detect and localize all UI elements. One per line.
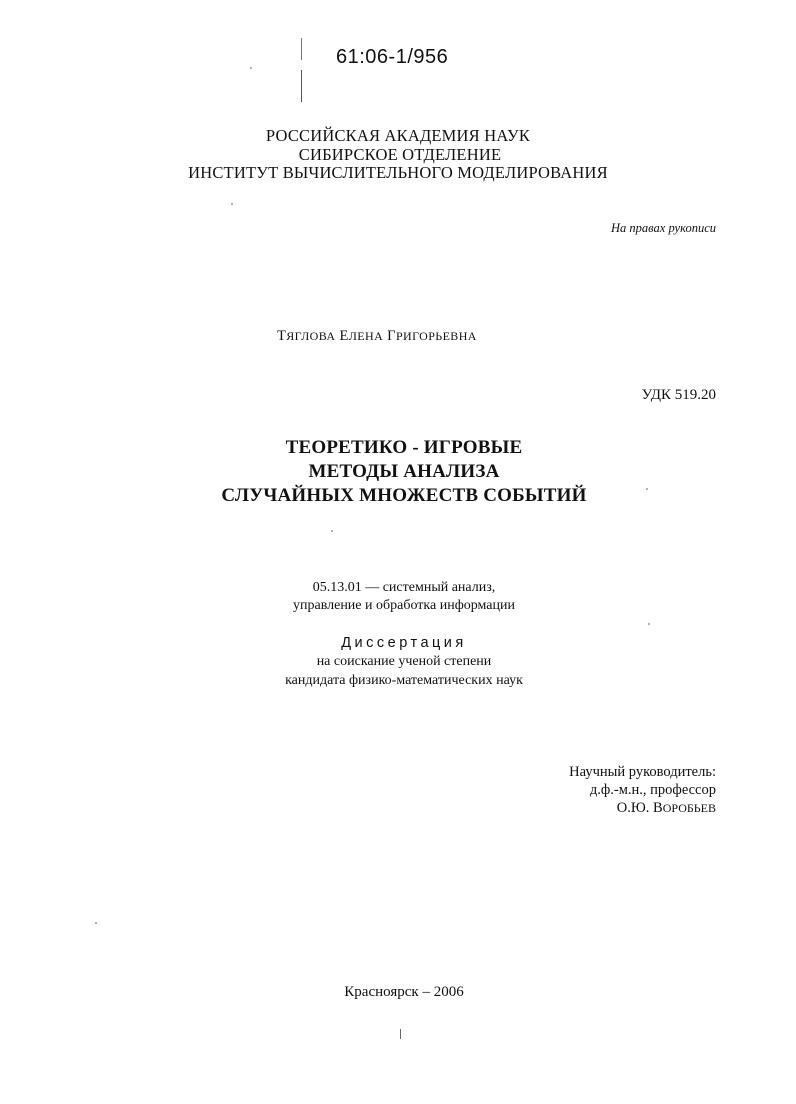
author-name [277,328,477,345]
advisor-surname-rest: ОРОБЬЕВ [662,801,716,815]
author-patronymic-initial: Г [387,328,396,344]
advisor-degree: д.ф.-м.н., профессор [589,782,716,798]
scan-speck [250,67,252,69]
udk-code: УДК 519.20 [641,387,716,403]
scan-speck [646,488,648,490]
advisor-initials: О.Ю. [616,800,650,816]
author-surname-initial: Т [277,328,287,344]
scan-speck [331,530,333,532]
scan-speck [95,922,97,924]
organization-branch: СИБИРСКОЕ ОТДЕЛЕНИЕ [298,145,502,164]
city-and-year: Красноярск – 2006 [344,984,464,1000]
specialty-name-line: управление и обработка информации [292,598,516,613]
thesis-title-line-2: МЕТОДЫ АНАЛИЗА [308,461,500,482]
advisor-name [617,800,716,817]
stamp-divider-lower [301,70,302,102]
advisor-role: Научный руководитель: [569,764,716,780]
dissertation-degree: кандидата физико-математических наук [285,673,523,688]
thesis-title-line-1: ТЕОРЕТИКО - ИГРОВЫЕ [285,437,523,458]
stamp-divider-upper [301,38,302,60]
organization-academy: РОССИЙСКАЯ АКАДЕМИЯ НАУК [265,126,531,145]
author-first-rest: ЛЕНА [348,329,384,343]
author-first-initial: Е [339,328,349,344]
dissertation-heading: Диссертация [341,635,467,651]
scan-speck [648,623,650,625]
organization-institute: ИНСТИТУТ ВЫЧИСЛИТЕЛЬНОГО МОДЕЛИРОВАНИЯ [188,163,608,182]
author-surname-rest: ЯГЛОВА [286,329,336,343]
scan-speck [231,203,233,205]
scan-mark [400,1029,401,1039]
dissertation-purpose: на соискание ученой степени [316,654,492,669]
advisor-surname-initial: В [653,800,663,816]
author-patronymic-rest: РИГОРЬЕВНА [395,329,477,343]
specialty-code-line: 05.13.01 — системный анализ, [312,580,496,595]
library-stamp-code: 61:06-1/956 [336,46,449,68]
thesis-title-line-3: СЛУЧАЙНЫХ МНОЖЕСТВ СОБЫТИЙ [221,485,587,506]
manuscript-rights-note: На правах рукописи [611,221,716,235]
